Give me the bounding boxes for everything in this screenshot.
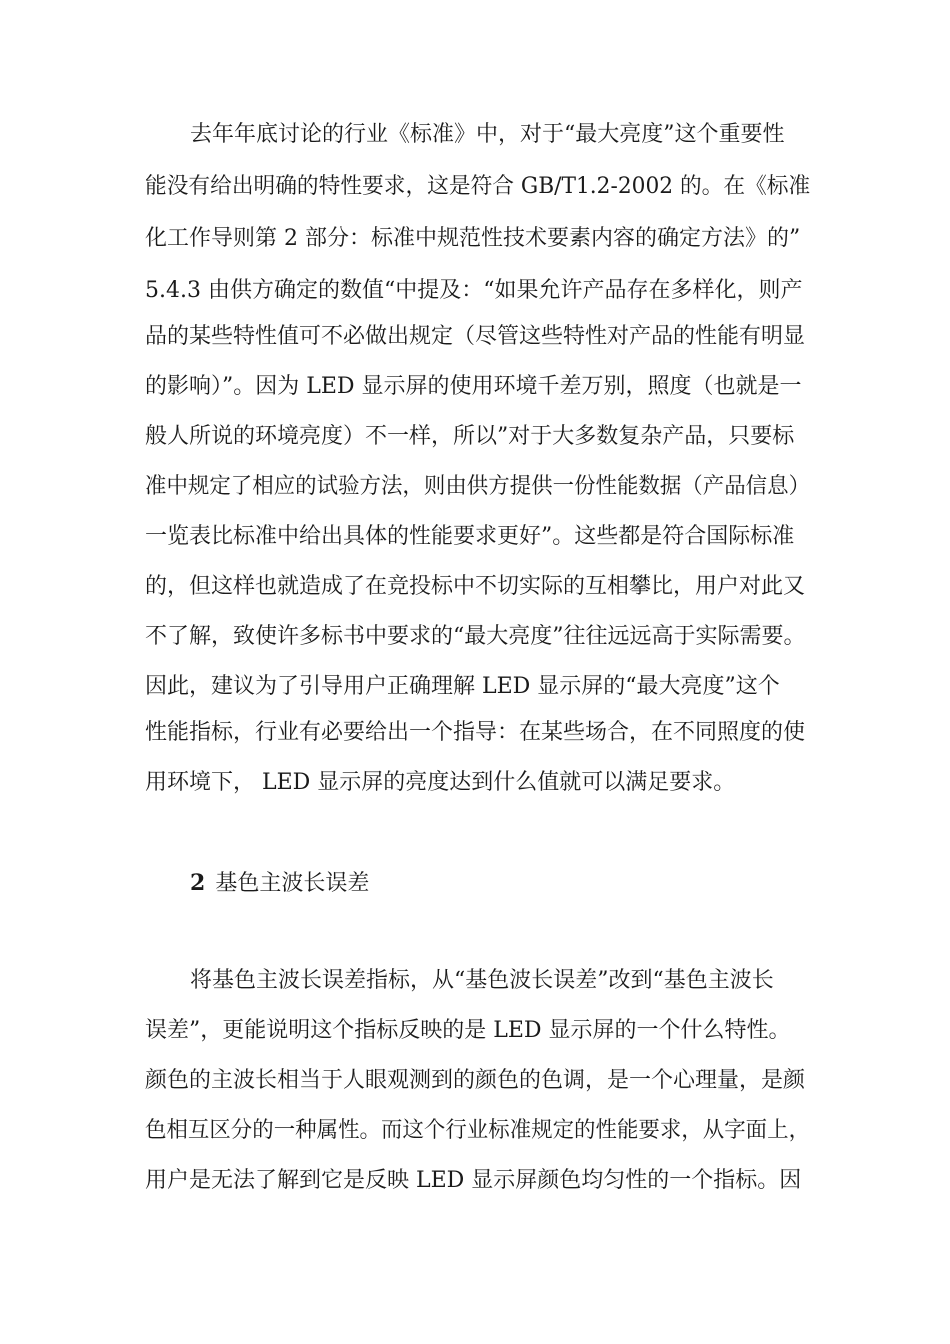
section-number: 2: [190, 870, 206, 896]
paragraph-line: 一览表比标准中给出具体的性能要求更好”。这些都是符合国际标准: [145, 524, 795, 549]
paragraph-line: 颜色的主波长相当于人眼观测到的颜色的色调，是一个心理量，是颜: [145, 1068, 806, 1093]
paragraph-line: 用户是无法了解到它是反映 LED 显示屏颜色均匀性的一个指标。因: [145, 1168, 802, 1193]
paragraph-line: 用环境下， LED 显示屏的亮度达到什么值就可以满足要求。: [145, 770, 736, 795]
paragraph-line: 不了解，致使许多标书中要求的“最大亮度”往往远远高于实际需要。: [145, 624, 806, 649]
paragraph-line: 般人所说的环境亮度）不一样，所以”对于大多数复杂产品，只要标: [145, 424, 795, 449]
section-title: 基色主波长误差: [215, 871, 370, 896]
paragraph-line: 误差”，更能说明这个指标反映的是 LED 显示屏的一个什么特性。: [145, 1018, 791, 1043]
section-heading: [190, 868, 369, 899]
paragraph-line: 因此，建议为了引导用户正确理解 LED 显示屏的“最大亮度”这个: [145, 674, 780, 699]
paragraph-line: 品的某些特性值可不必做出规定（尽管这些特性对产品的性能有明显: [145, 324, 806, 349]
paragraph-line: 5.4.3 由供方确定的数值“中提及：“如果允许产品存在多样化，则产: [145, 278, 803, 303]
paragraph-line: 能没有给出明确的特性要求，这是符合 GB/T1.2-2002 的。在《标准: [145, 174, 811, 199]
paragraph-line: 将基色主波长误差指标，从“基色波长误差”改到“基色主波长: [190, 968, 774, 993]
paragraph-line: 化工作导则第 2 部分：标准中规范性技术要素内容的确定方法》的”: [145, 226, 801, 251]
paragraph-line: 准中规定了相应的试验方法，则由供方提供一份性能数据（产品信息）: [145, 474, 811, 499]
paragraph-line: 去年年底讨论的行业《标准》中，对于“最大亮度”这个重要性: [190, 122, 785, 147]
paragraph-line: 性能指标，行业有必要给出一个指导：在某些场合，在不同照度的使: [145, 720, 806, 745]
paragraph-line: 色相互区分的一种属性。而这个行业标准规定的性能要求，从字面上，: [145, 1118, 811, 1143]
paragraph-line: 的影响）”。因为 LED 显示屏的使用环境千差万别，照度（也就是一: [145, 374, 802, 399]
paragraph-line: 的，但这样也就造成了在竞投标中不切实际的互相攀比，用户对此又: [145, 574, 806, 599]
